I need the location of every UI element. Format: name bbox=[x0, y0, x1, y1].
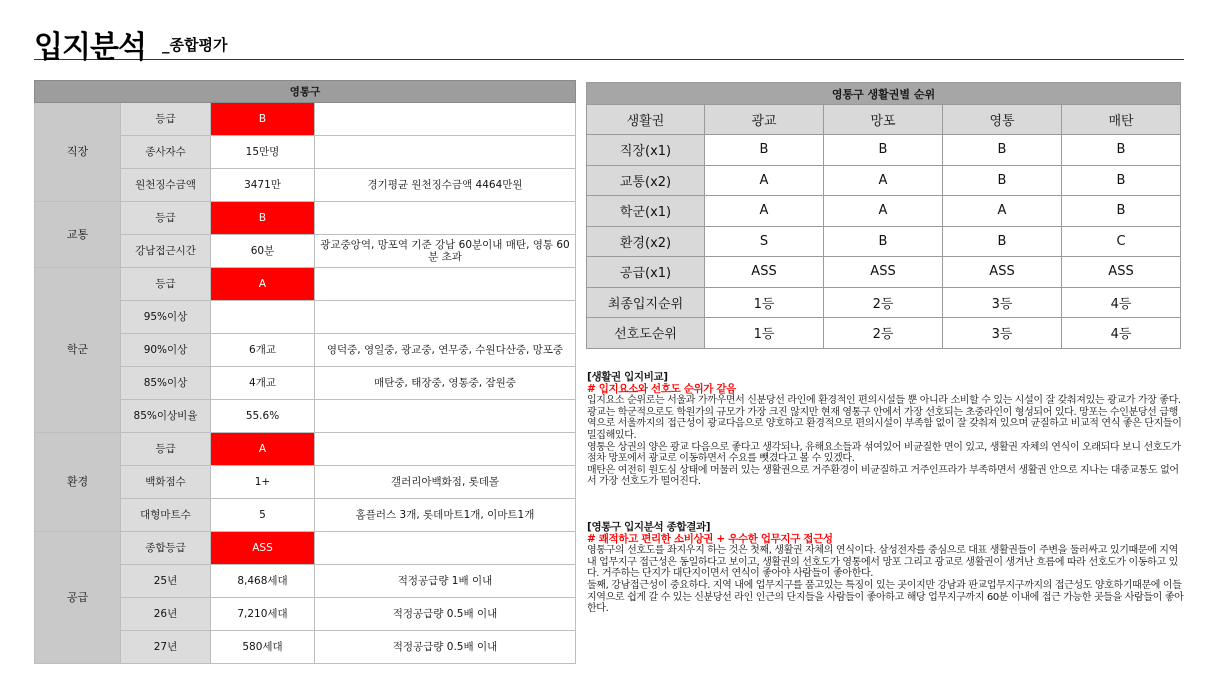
rank-cell: 1등 bbox=[705, 318, 824, 349]
rank-cell: 4등 bbox=[1062, 318, 1181, 349]
grade-badge: B bbox=[211, 202, 315, 235]
metric-label: 등급 bbox=[121, 202, 211, 235]
comparison-paragraph: 입지요소 순위로는 서울과 가까우면서 신분당선 라인에 환경적인 편의시설들 뿐 아니라 소비할 수 있는 시설이 잘 갖춰져있는 광교가 가장 좋다. 광교는 학군적으로도 학원가의 규모가 가장 크진 않지만 현재 영통구 안에서 가장 선호되는 초중라인이 형성되어 있다. 망포는 수인분당선 급행역으로 서울까지의 접근성이 광교다음으로 양호하고 환경적으로 편의시설이 부족함 없이 잘 갖춰져 있으며 균질하고 비교적 연식 좋은 단지들이 밀집해있다. bbox=[587, 395, 1182, 441]
metric-label: 26년 bbox=[121, 598, 211, 631]
table-row bbox=[35, 532, 576, 565]
rank-cell: A bbox=[824, 165, 943, 196]
comparison-highlight: # 입지요소와 선호도 순위가 같음 bbox=[587, 382, 736, 395]
metric-note: 매탄중, 태장중, 영통중, 잠원중 bbox=[315, 367, 576, 400]
metric-label: 85%이상 bbox=[121, 367, 211, 400]
rank-cell: A bbox=[943, 196, 1062, 227]
page-title: 입지분석 bbox=[34, 30, 146, 65]
rank-cell: ASS bbox=[705, 257, 824, 288]
metric-label: 대형마트수 bbox=[121, 499, 211, 532]
rank-cell: B bbox=[943, 165, 1062, 196]
metric-label: 강남접근시간 bbox=[121, 235, 211, 268]
result-paragraph: 영통구의 선호도를 좌지우지 하는 것은 첫째, 생활권 자체의 연식이다. 삼성전자를 중심으로 대표 생활권들이 주변을 둘러싸고 있기때문에 지역 내 업무지구 접근성은 동일하다고 보이고, 생활권의 선호도가 영통에서 망포 그리고 광교로 생활권이 생겨난 흐름에 따라 선호도가 이동하고 있다. 거주하는 단지가 대단지이면서 연식이 좋아야 사람들이 좋아한다. bbox=[587, 545, 1178, 580]
metric-value: 4개교 bbox=[211, 367, 315, 400]
rank-cell: B bbox=[1062, 165, 1181, 196]
rank-cell: ASS bbox=[943, 257, 1062, 288]
metric-label: 종합등급 bbox=[121, 532, 211, 565]
rank-cell: 1등 bbox=[705, 287, 824, 318]
metric-label: 85%이상비율 bbox=[121, 400, 211, 433]
table-row bbox=[587, 135, 1181, 166]
metric-value: 3471만 bbox=[211, 169, 315, 202]
table-row bbox=[587, 257, 1181, 288]
grade-badge: B bbox=[211, 103, 315, 136]
table-title: 영통구 생활권별 순위 bbox=[587, 83, 1181, 105]
metric-note: 영덕중, 영일중, 광교중, 연무중, 수원다산중, 망포중 bbox=[315, 334, 576, 367]
metric-label: 27년 bbox=[121, 631, 211, 664]
rank-cell: B bbox=[1062, 135, 1181, 166]
result-highlight: # 쾌적하고 편리한 소비상권 + 우수한 업무지구 접근성 bbox=[587, 532, 833, 545]
metric-note bbox=[315, 202, 576, 235]
metric-label: 등급 bbox=[121, 433, 211, 466]
metric-note: 적정공급량 0.5배 이내 bbox=[315, 631, 576, 664]
result-paragraph: 둘째, 강남접근성이 중요하다. 지역 내에 업무지구를 품고있는 특징이 있는 곳이지만 강남과 판교업무지구까지의 접근성도 양호하기때문에 이들 지역으로 쉽게 갈 수 있는 신분당선 라인 인근의 단지들을 사람들이 좋아하고 해당 업무지구까지 60분 이내에 접근 가능한 곳들을 사람들이 좋아한다. bbox=[587, 579, 1184, 615]
rank-cell: A bbox=[705, 196, 824, 227]
metric-note bbox=[315, 433, 576, 466]
metric-value: 5 bbox=[211, 499, 315, 532]
metric-value: 1+ bbox=[211, 466, 315, 499]
table-row bbox=[35, 202, 576, 235]
rank-cell: B bbox=[1062, 196, 1181, 227]
table-row bbox=[587, 165, 1181, 196]
rank-cell: B bbox=[943, 135, 1062, 166]
rank-cell: ASS bbox=[1062, 257, 1181, 288]
row-header: 환경(x2) bbox=[587, 226, 705, 257]
column-header: 매탄 bbox=[1062, 105, 1181, 135]
metric-value: 7,210세대 bbox=[211, 598, 315, 631]
rank-cell: 2등 bbox=[824, 287, 943, 318]
rank-cell: A bbox=[705, 165, 824, 196]
metric-note bbox=[315, 532, 576, 565]
metric-label: 백화점수 bbox=[121, 466, 211, 499]
rank-cell: 2등 bbox=[824, 318, 943, 349]
table-row bbox=[587, 226, 1181, 257]
category-cell: 환경 bbox=[35, 433, 121, 532]
metric-value: 60분 bbox=[211, 235, 315, 268]
rank-cell: B bbox=[705, 135, 824, 166]
metric-value: 55.6% bbox=[211, 400, 315, 433]
metric-note bbox=[315, 136, 576, 169]
metric-note: 광교중앙역, 망포역 기준 강남 60분이내 매탄, 영통 60분 초과 bbox=[315, 235, 576, 268]
metric-note bbox=[315, 301, 576, 334]
comparison-paragraph: 매탄은 여전히 원도심 상태에 머물러 있는 생활권으로 거주환경이 비균질하고 거주인프라가 부족하면서 생활권 안으로 지나는 대중교통도 없어서 가장 선호도가 떨어진다. bbox=[587, 464, 1179, 488]
row-header: 교통(x2) bbox=[587, 165, 705, 196]
category-cell: 학군 bbox=[35, 268, 121, 433]
rank-cell: S bbox=[705, 226, 824, 257]
metric-note: 홈플러스 3개, 롯데마트1개, 이마트1개 bbox=[315, 499, 576, 532]
row-header: 선호도순위 bbox=[587, 318, 705, 349]
column-header: 생활권 bbox=[587, 105, 705, 135]
rank-cell: 3등 bbox=[943, 287, 1062, 318]
metric-value: 580세대 bbox=[211, 631, 315, 664]
metric-label: 종사자수 bbox=[121, 136, 211, 169]
row-header: 직장(x1) bbox=[587, 135, 705, 166]
table-row bbox=[587, 318, 1181, 349]
column-header: 영통 bbox=[943, 105, 1062, 135]
metric-value: 6개교 bbox=[211, 334, 315, 367]
metric-value bbox=[211, 301, 315, 334]
metric-label: 원천징수금액 bbox=[121, 169, 211, 202]
column-header: 광교 bbox=[705, 105, 824, 135]
rank-cell: 3등 bbox=[943, 318, 1062, 349]
comparison-title: [생활권 입지비교] bbox=[587, 371, 668, 383]
rank-cell: B bbox=[824, 135, 943, 166]
metric-note bbox=[315, 400, 576, 433]
metric-note bbox=[315, 268, 576, 301]
row-header: 학군(x1) bbox=[587, 196, 705, 227]
metric-note: 갤러리아백화점, 롯데몰 bbox=[315, 466, 576, 499]
table-row bbox=[587, 196, 1181, 227]
metric-note: 적정공급량 1배 이내 bbox=[315, 565, 576, 598]
grade-badge: A bbox=[211, 268, 315, 301]
category-cell: 공급 bbox=[35, 532, 121, 664]
comparison-paragraph: 영통은 상권의 양은 광교 다음으로 좋다고 생각되나, 유해요소들과 섞여있어 비균질한 면이 있고, 생활권 자체의 연식이 오래되다 보니 선호도가 점차 망포에서 광교로 이동하면서 수요를 뺏겼다고 볼 수 있겠다. bbox=[587, 441, 1181, 465]
rank-cell: 4등 bbox=[1062, 287, 1181, 318]
metric-label: 95%이상 bbox=[121, 301, 211, 334]
result-title: [영통구 입지분석 종합결과] bbox=[587, 521, 711, 533]
metric-label: 등급 bbox=[121, 103, 211, 136]
table-row bbox=[587, 287, 1181, 318]
metric-value: 8,468세대 bbox=[211, 565, 315, 598]
table-row bbox=[35, 268, 576, 301]
category-cell: 직장 bbox=[35, 103, 121, 202]
row-header: 공급(x1) bbox=[587, 257, 705, 288]
metric-value: 15만명 bbox=[211, 136, 315, 169]
grade-badge: A bbox=[211, 433, 315, 466]
metric-label: 25년 bbox=[121, 565, 211, 598]
metric-label: 등급 bbox=[121, 268, 211, 301]
column-header: 망포 bbox=[824, 105, 943, 135]
result-block bbox=[587, 522, 1187, 615]
rank-cell: B bbox=[943, 226, 1062, 257]
neighborhood-ranking-table bbox=[586, 82, 1181, 349]
metric-note: 경기평균 원천징수금액 4464만원 bbox=[315, 169, 576, 202]
table-title: 영통구 bbox=[35, 81, 576, 103]
comparison-block bbox=[587, 372, 1187, 488]
rank-cell: B bbox=[824, 226, 943, 257]
district-summary-table bbox=[34, 80, 576, 664]
metric-note bbox=[315, 103, 576, 136]
metric-note: 적정공급량 0.5배 이내 bbox=[315, 598, 576, 631]
rank-cell: C bbox=[1062, 226, 1181, 257]
grade-badge: ASS bbox=[211, 532, 315, 565]
page-header bbox=[34, 20, 1184, 65]
category-cell: 교통 bbox=[35, 202, 121, 268]
row-header: 최종입지순위 bbox=[587, 287, 705, 318]
table-row bbox=[35, 103, 576, 136]
table-row bbox=[35, 433, 576, 466]
metric-label: 90%이상 bbox=[121, 334, 211, 367]
rank-cell: ASS bbox=[824, 257, 943, 288]
page-subtitle: _종합평가 bbox=[162, 36, 228, 54]
rank-cell: A bbox=[824, 196, 943, 227]
